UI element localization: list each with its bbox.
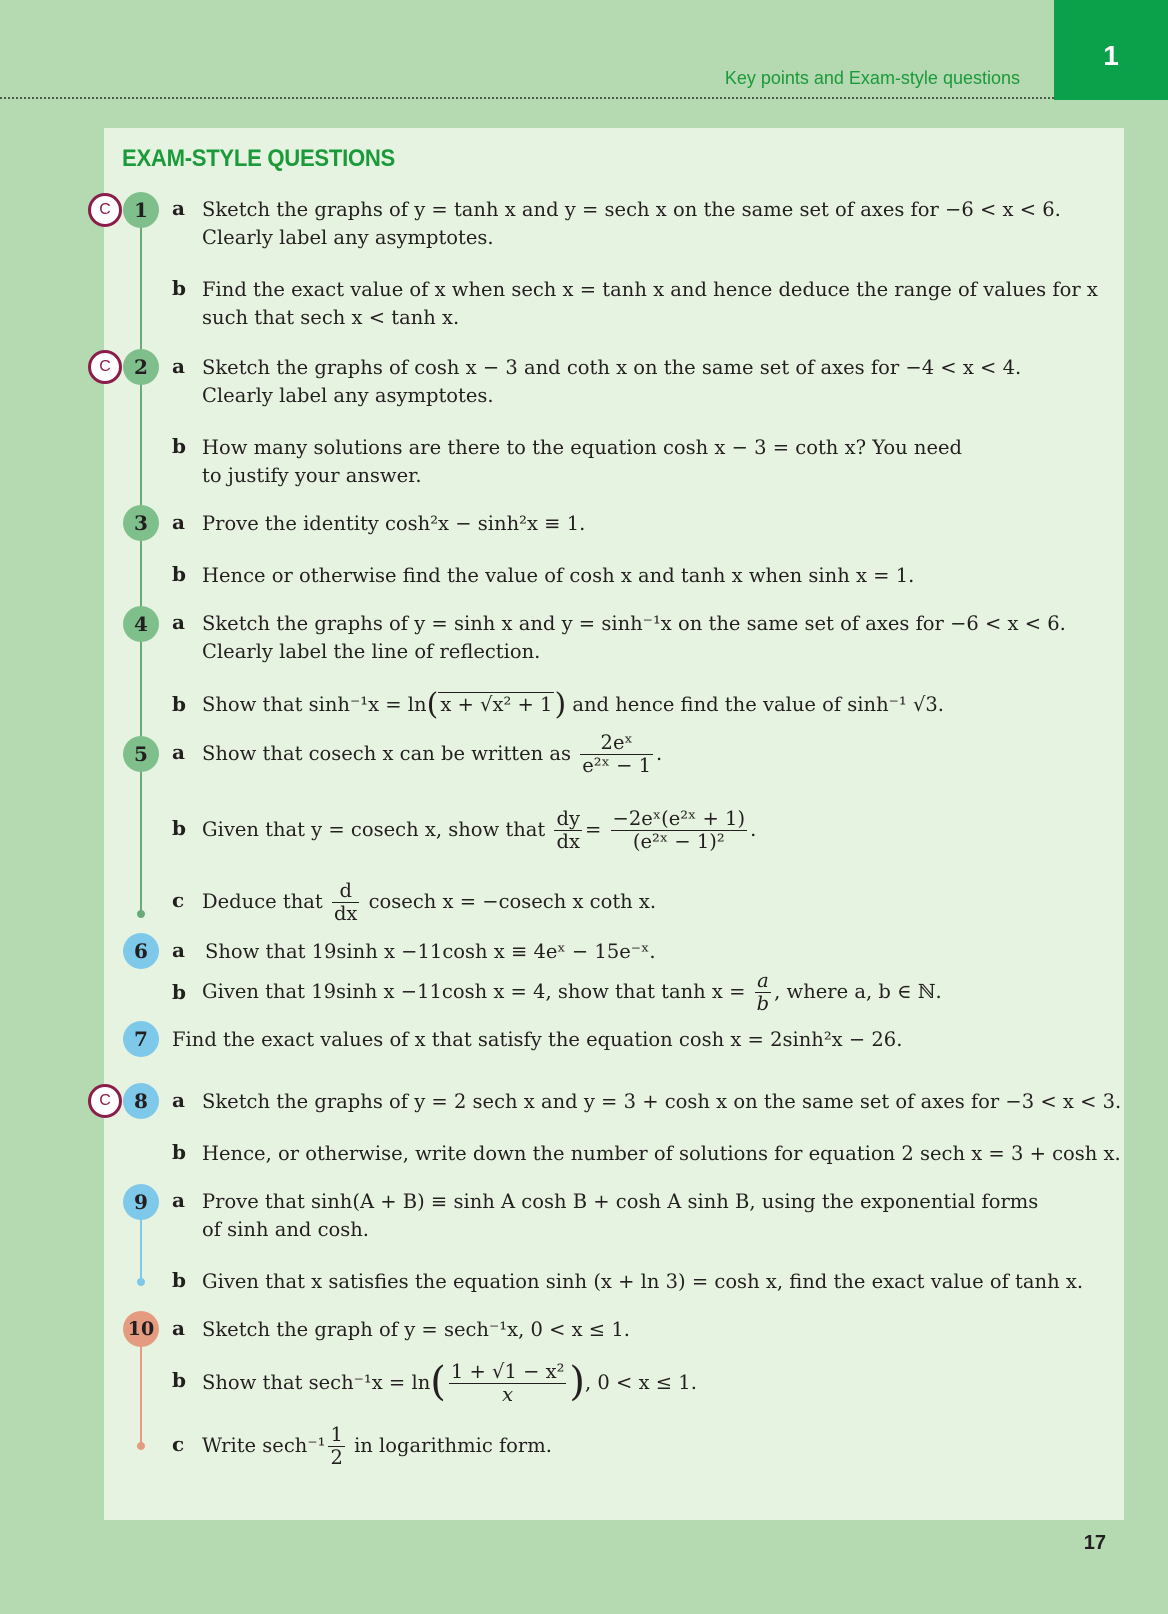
question-5b-lhs-denominator: dx xyxy=(556,830,580,853)
part-label-b: b xyxy=(172,434,186,458)
question-2b-text-2: to justify your answer. xyxy=(202,464,422,487)
part-label-c: c xyxy=(172,888,185,912)
question-10b-line: Show that sech⁻¹x = ln( $\frac{\text{1 + √1 − x²}}{x}$ ), 0 < x ≤ 1. xyxy=(202,1359,697,1406)
question-1a-text-2: Clearly label any asymptotes. xyxy=(202,226,494,249)
question-6b-post: , where a, b ∈ ℕ. xyxy=(774,980,942,1003)
question-5a-denominator: e²ˣ − 1 xyxy=(582,754,652,777)
question-10b-post: , 0 < x ≤ 1. xyxy=(585,1371,697,1394)
question-number-9: 9 xyxy=(123,1184,159,1220)
chapter-tab: 1 xyxy=(1054,0,1168,100)
part-label-b: b xyxy=(172,1140,186,1164)
question-2a-text-2: Clearly label any asymptotes. xyxy=(202,384,494,407)
question-3b-text: Hence or otherwise find the value of cosh x and tanh x when sinh x = 1. xyxy=(202,564,915,587)
question-10c-denominator: 2 xyxy=(330,1446,343,1469)
part-label-a: a xyxy=(172,196,185,220)
question-7-text: Find the exact values of x that satisfy the equation cosh x = 2sinh²x − 26. xyxy=(172,1028,903,1051)
question-6b-denominator: b xyxy=(756,992,770,1015)
part-label-b: b xyxy=(172,980,186,1004)
question-number-8: 8 xyxy=(123,1083,159,1119)
question-8b-text: Hence, or otherwise, write down the number of solutions for equation 2 sech x = 3 + cosh x. xyxy=(202,1142,1121,1165)
part-label-b: b xyxy=(172,1368,186,1392)
question-1b-text: Find the exact value of x when sech x = tanh x and hence deduce the range of values for x xyxy=(202,278,1098,301)
question-number-1: 1 xyxy=(123,192,159,228)
question-5b-denominator: (e²ˣ − 1)² xyxy=(632,830,725,853)
question-5a-pre: Show that cosech x can be written as xyxy=(202,742,572,765)
connector-line xyxy=(140,218,142,912)
calculator-icon: C xyxy=(88,193,122,227)
question-10b-pre: Show that sech⁻¹x = ln xyxy=(202,1371,431,1394)
part-label-a: a xyxy=(172,1316,185,1340)
question-1b-text-2: such that sech x < tanh x. xyxy=(202,306,460,329)
part-label-b: b xyxy=(172,1268,186,1292)
question-1a-text: Sketch the graphs of y = tanh x and y = sech x on the same set of axes for −6 < x < 6. xyxy=(202,198,1061,221)
question-5c-post: cosech x = −cosech x coth x. xyxy=(368,890,657,913)
part-label-a: a xyxy=(172,740,185,764)
question-4b-line: Show that sinh⁻¹x = ln( x + √x² + 1) and hence find the value of sinh⁻¹ √3. xyxy=(202,687,944,722)
question-number-6: 6 xyxy=(123,933,159,969)
part-label-b: b xyxy=(172,816,186,840)
question-5b-line: Given that y = cosech x, show that $\frac{dy}{dx}$ = $\frac{\text{−2eˣ(e²ˣ + 1)}}{\text{(e²ˣ − 1)²}}$ . xyxy=(202,807,757,853)
question-number-3: 3 xyxy=(123,505,159,541)
question-5b-lhs-numerator: dy xyxy=(556,807,580,830)
connector-dot xyxy=(137,910,145,918)
question-5b-pre: Given that y = cosech x, show that xyxy=(202,818,546,841)
part-label-a: a xyxy=(172,610,185,634)
question-5c-denominator: dx xyxy=(333,902,358,925)
question-6b-line xyxy=(202,966,942,1018)
connector-line xyxy=(140,1346,142,1446)
question-5c-pre: Deduce that xyxy=(202,890,323,913)
part-label-a: a xyxy=(172,1188,185,1212)
calculator-icon: C xyxy=(88,1084,122,1118)
question-9a-text-2: of sinh and cosh. xyxy=(202,1218,370,1241)
part-label-a: a xyxy=(172,1088,185,1112)
question-number-7: 7 xyxy=(123,1021,159,1057)
section-title: EXAM-STYLE QUESTIONS xyxy=(122,145,395,172)
connector-line xyxy=(140,1213,142,1283)
question-5a-line: Show that cosech x can be written as $\frac{\text{2eˣ}}{\text{e²ˣ − 1}}$ . xyxy=(202,731,663,777)
question-4b-pre: Show that sinh⁻¹x = ln xyxy=(202,693,427,716)
part-label-a: a xyxy=(172,938,185,962)
question-4b-post: and hence find the value of sinh⁻¹ √3. xyxy=(572,693,944,716)
question-4a-text-2: Clearly label the line of reflection. xyxy=(202,640,541,663)
header-divider xyxy=(0,97,1054,99)
part-label-b: b xyxy=(172,562,186,586)
question-6a-text: Show that 19sinh x −11cosh x ≡ 4eˣ − 15e⁻ˣ. xyxy=(205,940,656,963)
question-5c-line xyxy=(202,874,656,930)
question-10c-numerator: 1 xyxy=(330,1423,343,1446)
section-header: Key points and Exam-style questions xyxy=(724,68,1020,88)
question-6b-numerator: a xyxy=(755,970,771,993)
part-label-a: a xyxy=(172,510,185,534)
calculator-icon: C xyxy=(88,350,122,384)
question-10c-post: in logarithmic form. xyxy=(354,1434,552,1457)
connector-dot xyxy=(137,1278,145,1286)
question-2a-text: Sketch the graphs of cosh x − 3 and coth x on the same set of axes for −4 < x < 4. xyxy=(202,356,1022,379)
question-10a-text: Sketch the graph of y = sech⁻¹x, 0 < x ≤ 1. xyxy=(202,1318,630,1341)
connector-dot xyxy=(137,1442,145,1450)
question-number-10: 10 xyxy=(123,1311,159,1347)
question-10b-denominator: x xyxy=(502,1383,514,1406)
question-2b-text: How many solutions are there to the equation cosh x − 3 = coth x? You need xyxy=(202,436,963,459)
question-10c-pre: Write sech⁻¹ xyxy=(202,1434,326,1457)
question-number-2: 2 xyxy=(123,349,159,385)
part-label-b: b xyxy=(172,276,186,300)
part-label-b: b xyxy=(172,692,186,716)
part-label-a: a xyxy=(172,354,185,378)
page-number: 17 xyxy=(1083,1532,1106,1554)
question-3a-text: Prove the identity cosh²x − sinh²x ≡ 1. xyxy=(202,512,586,535)
question-5a-numerator: 2eˣ xyxy=(580,732,653,755)
question-9b-text: Given that x satisfies the equation sinh (x + ln 3) = cosh x, find the exact value of tanh x. xyxy=(202,1270,1084,1293)
question-4b-argument: x + √x² + 1 xyxy=(440,693,553,716)
question-5b-numerator: −2eˣ(e²ˣ + 1) xyxy=(612,807,746,830)
question-10b-numerator: 1 + √1 − x² xyxy=(450,1360,565,1383)
question-number-4: 4 xyxy=(123,606,159,642)
question-5c-numerator: d xyxy=(332,880,359,903)
question-10c-line xyxy=(202,1418,552,1474)
question-4a-text: Sketch the graphs of y = sinh x and y = sinh⁻¹x on the same set of axes for −6 < x < 6. xyxy=(202,612,1066,635)
question-9a-text: Prove that sinh(A + B) ≡ sinh A cosh B + cosh A sinh B, using the exponential forms xyxy=(202,1190,1039,1213)
question-6b-pre: Given that 19sinh x −11cosh x = 4, show that tanh x = xyxy=(202,980,746,1003)
question-8a-text: Sketch the graphs of y = 2 sech x and y = 3 + cosh x on the same set of axes for −3 < x < 3. xyxy=(202,1090,1122,1113)
question-number-5: 5 xyxy=(123,736,159,772)
part-label-c: c xyxy=(172,1432,185,1456)
